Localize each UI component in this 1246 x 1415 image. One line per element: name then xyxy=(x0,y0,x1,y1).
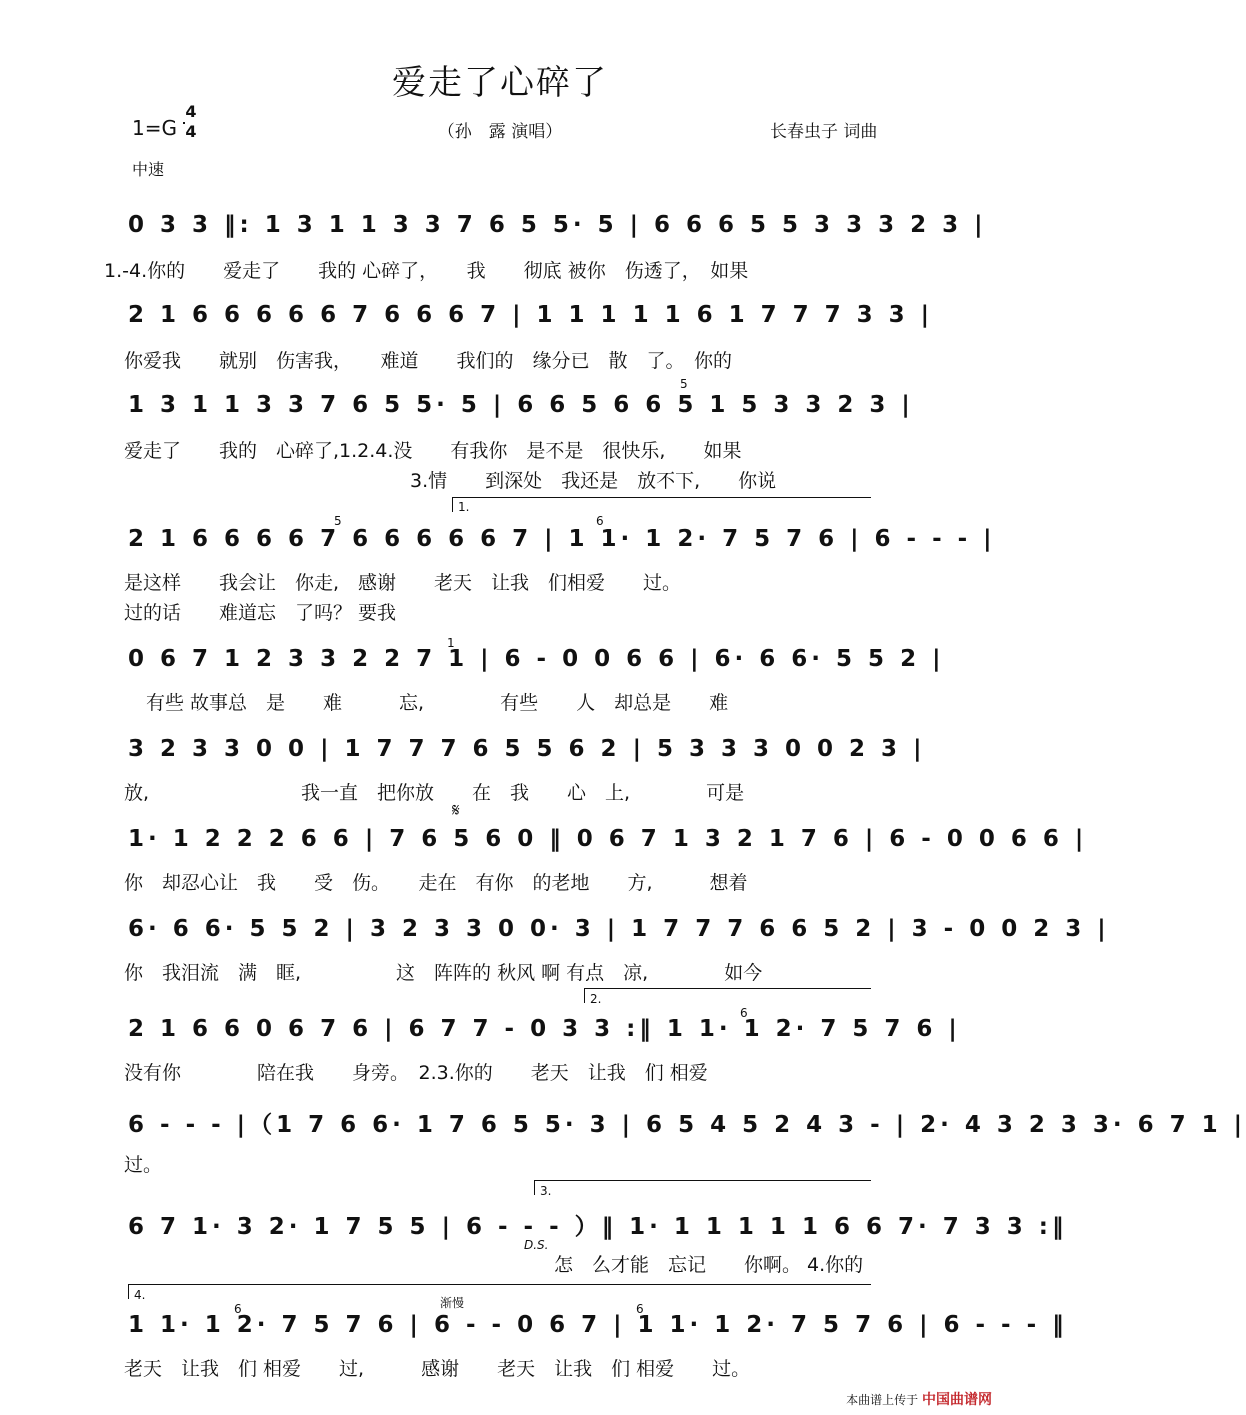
system-lyrics: 你爱我 就别 伤害我， 难道 我们的 缘分已 散 了。 你的 xyxy=(124,350,733,372)
system-lyrics: 你 我泪流 满 眶, 这 阵阵的 秋风 啊 有点 凉, 如今 xyxy=(124,962,763,984)
system-notes: 1 1· 1 2· 7 5 7 6 | 6 - - 0 6 7 | 1 1· 1 2· 7 5 7 6 | 6 - - - ‖ xyxy=(128,1312,1068,1338)
system-lyrics: 你 却忍心让 我 受 伤。 走在 有你 的老地 方, 想着 xyxy=(124,872,748,894)
grace-note: 1 xyxy=(447,636,455,650)
volta-label: 1. xyxy=(458,500,470,514)
site-logo: 中国曲谱网 xyxy=(922,1392,992,1408)
grace-note: 6 xyxy=(596,514,604,528)
system-lyrics: 1.-4.你的 爱走了 我的 心碎了， 我 彻底 被你 伤透了， 如果 xyxy=(104,260,749,282)
system-lyrics: 过的话 难道忘 了吗？ 要我 xyxy=(124,602,397,624)
grace-note: 5 xyxy=(680,377,688,391)
grace-note: 6 xyxy=(636,1302,644,1316)
volta-label: 2. xyxy=(590,992,602,1006)
grace-note: 6 xyxy=(234,1302,242,1316)
ritardando-marking: 渐慢 xyxy=(440,1296,465,1310)
system-notes: 3 2 3 3 0 0 | 1 7 7 7 6 5 5 6 2 | 5 3 3 3 0 0 2 3 | xyxy=(128,736,926,762)
system-lyrics: 老天 让我 们 相爱 过, 感谢 老天 让我 们 相爱 过。 xyxy=(124,1358,751,1380)
system-notes: 6 7 1· 3 2· 1 7 5 5 | 6 - - - ）‖ 1· 1 1 1 1 1 6 6 7· 7 3 3 :‖ xyxy=(128,1214,1068,1240)
system-notes: 2 1 6 6 6 6 6 7 6 6 6 7 | 1 1 1 1 1 6 1 7 7 7 3 3 | xyxy=(128,302,934,328)
system-notes: 6· 6 6· 5 5 2 | 3 2 3 3 0 0· 3 | 1 7 7 7 6 6 5 2 | 3 - 0 0 2 3 | xyxy=(128,916,1110,942)
segno-icon: 𝄋 xyxy=(452,800,460,821)
ds-marking: D.S. xyxy=(524,1238,549,1252)
system-notes: 0 3 3 ‖: 1 3 1 1 3 3 7 6 5 5· 5 | 6 6 6 5 5 3 3 3 2 3 | xyxy=(128,212,987,238)
system-notes: 0 6 7 1 2 3 3 2 2 7 1 | 6 - 0 0 6 6 | 6· 6 6· 5 5 2 | xyxy=(128,646,945,672)
volta-label: 4. xyxy=(134,1288,146,1302)
credit: 长春虫子 词曲 xyxy=(770,122,878,142)
volta-bracket-2 xyxy=(584,988,871,1003)
key-signature: 1=G xyxy=(132,116,177,140)
volta-bracket-3 xyxy=(534,1180,871,1195)
tempo-marking: 中速 xyxy=(132,160,165,179)
grace-note: 6 xyxy=(740,1006,748,1020)
volta-bracket-4 xyxy=(128,1284,871,1299)
volta-label: 3. xyxy=(540,1184,552,1198)
system-lyrics: 过。 xyxy=(124,1154,163,1176)
page-title: 爱走了心碎了 xyxy=(392,63,608,103)
volta-bracket-1 xyxy=(452,497,871,512)
system-lyrics: 放, 我一直 把你放 在 我 心 上, 可是 xyxy=(124,782,745,804)
system-notes: 6 - - - |（1 7 6 6· 1 7 6 5 5· 3 | 6 5 4 5 2 4 3 - | 2· 4 3 2 3 3· 6 7 1 | xyxy=(128,1112,1246,1138)
time-bottom: 4 xyxy=(185,122,197,141)
footer-text: 本曲谱上传于 xyxy=(846,1393,919,1407)
system-lyrics: 3.情 到深处 我还是 放不下, 你说 xyxy=(410,470,777,492)
system-lyrics: 是这样 我会让 你走, 感谢 老天 让我 们相爱 过。 xyxy=(124,572,682,594)
system-lyrics: 有些 故事总 是 难 忘, 有些 人 却总是 难 xyxy=(146,692,729,714)
time-top: 4 xyxy=(185,102,197,121)
grace-note: 5 xyxy=(334,514,342,528)
performer: （孙 露 演唱） xyxy=(437,122,563,142)
footer xyxy=(846,1389,992,1409)
system-notes: 2 1 6 6 0 6 7 6 | 6 7 7 - 0 3 3 :‖ 1 1· 1 2· 7 5 7 6 | xyxy=(128,1016,961,1042)
system-notes: 1 3 1 1 3 3 7 6 5 5· 5 | 6 6 5 6 6 5 1 5 3 3 2 3 | xyxy=(128,392,914,418)
system-lyrics: 没有你 陪在我 身旁。 2.3.你的 老天 让我 们 相爱 xyxy=(124,1062,708,1084)
system-notes: 1· 1 2 2 2 6 6 | 7 6 5 6 0 ‖ 0 6 7 1 3 2 1 7 6 | 6 - 0 0 6 6 | xyxy=(128,826,1088,852)
system-lyrics: 爱走了 我的 心碎了,1.2.4.没 有我你 是不是 很快乐, 如果 xyxy=(124,440,742,462)
system-lyrics: 怎 么才能 忘记 你啊。 4.你的 xyxy=(554,1254,864,1276)
system-notes: 2 1 6 6 6 6 7 6 6 6 6 6 7 | 1 1· 1 2· 7 5 7 6 | 6 - - - | xyxy=(128,526,996,552)
